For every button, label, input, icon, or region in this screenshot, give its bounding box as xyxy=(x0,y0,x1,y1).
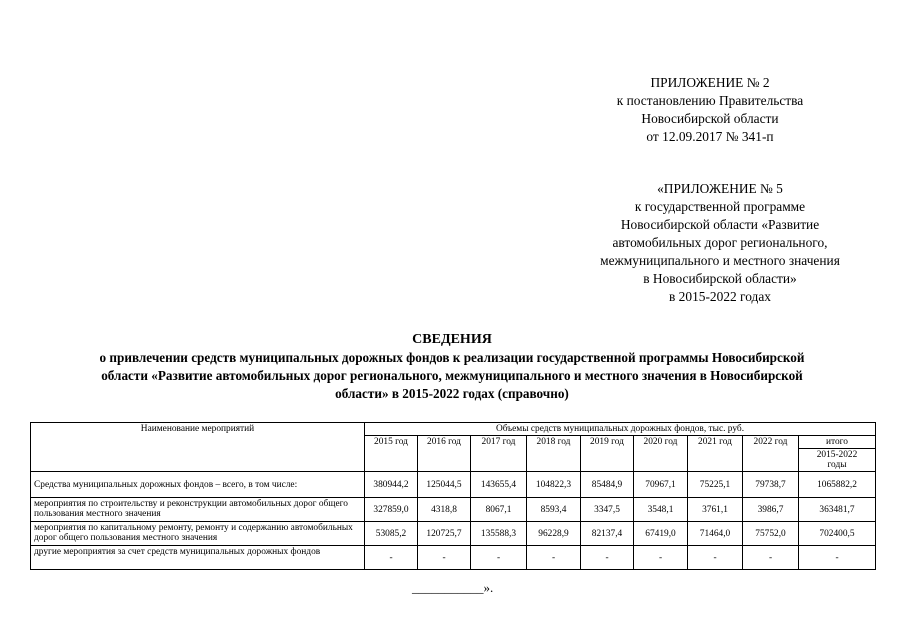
heading-line: области» в 2015-2022 годах (справочно) xyxy=(335,386,569,401)
appendix-2-line: от 12.09.2017 № 341-п xyxy=(646,129,774,144)
cell-value: 82137,4 xyxy=(581,522,634,546)
closing-mark: ___________». xyxy=(412,580,494,595)
col-name-header: Наименование мероприятий xyxy=(31,423,365,472)
year-header: 2015 год xyxy=(365,436,418,472)
cell-value: 702400,5 xyxy=(799,522,876,546)
appendix-5-line: к государственной программе xyxy=(634,199,806,214)
cell-value: - xyxy=(365,546,418,570)
appendix-2-line: ПРИЛОЖЕНИЕ № 2 xyxy=(650,75,770,90)
cell-value: 96228,9 xyxy=(527,522,581,546)
cell-value: 327859,0 xyxy=(365,498,418,522)
year-header: 2020 год xyxy=(634,436,688,472)
cell-value: 70967,1 xyxy=(634,472,688,498)
row-name: Средства муниципальных дорожных фондов – всего, в том числе: xyxy=(31,472,365,498)
cell-value: 3347,5 xyxy=(581,498,634,522)
cell-value: - xyxy=(581,546,634,570)
cell-value: - xyxy=(418,546,471,570)
year-header: 2018 год xyxy=(527,436,581,472)
document-title: СВЕДЕНИЯ xyxy=(412,332,492,347)
appendix-5-line: в 2015-2022 годах xyxy=(669,289,771,304)
cell-value: 135588,3 xyxy=(471,522,527,546)
cell-value: 104822,3 xyxy=(527,472,581,498)
table-row xyxy=(31,522,876,546)
year-header: 2019 год xyxy=(581,436,634,472)
cell-value: - xyxy=(527,546,581,570)
cell-value: 67419,0 xyxy=(634,522,688,546)
funds-table xyxy=(30,422,876,570)
appendix-2-line: Новосибирской области xyxy=(641,111,779,126)
appendix-2-line: к постановлению Правительства xyxy=(616,93,804,108)
total-header-line: 2015-2022 xyxy=(816,450,858,460)
appendix-5-line: Новосибирской области «Развитие xyxy=(620,217,820,232)
cell-value: 53085,2 xyxy=(365,522,418,546)
appendix-5-line: в Новосибирской области» xyxy=(643,271,797,286)
appendix-5-line: «ПРИЛОЖЕНИЕ № 5 xyxy=(657,181,783,196)
appendix-5-header xyxy=(555,180,885,306)
cell-value: 71464,0 xyxy=(688,522,743,546)
cell-value: 4318,8 xyxy=(418,498,471,522)
table-row xyxy=(31,546,876,570)
cell-value: 380944,2 xyxy=(365,472,418,498)
row-name: мероприятия по строительству и реконструкции автомобильных дорог общего пользования местного значения xyxy=(31,498,365,522)
cell-value: 3761,1 xyxy=(688,498,743,522)
cell-value: 125044,5 xyxy=(418,472,471,498)
cell-value: 8593,4 xyxy=(527,498,581,522)
heading-line: о привлечении средств муниципальных дорожных фондов к реализации государственной программы Новосибирской xyxy=(99,350,805,365)
year-header: 2021 год xyxy=(688,436,743,472)
appendix-2-header xyxy=(560,74,860,146)
cell-value: - xyxy=(688,546,743,570)
document-heading xyxy=(18,331,886,403)
total-header-years xyxy=(799,449,876,472)
total-header: итого xyxy=(799,436,876,449)
cell-value: - xyxy=(799,546,876,570)
cell-value: 3986,7 xyxy=(743,498,799,522)
cell-value: 3548,1 xyxy=(634,498,688,522)
table-row xyxy=(31,472,876,498)
cell-value: 75225,1 xyxy=(688,472,743,498)
cell-value: 75752,0 xyxy=(743,522,799,546)
total-header-line: годы xyxy=(827,460,847,470)
appendix-5-line: автомобильных дорог регионального, xyxy=(612,235,828,250)
table-row xyxy=(31,498,876,522)
cell-value: 363481,7 xyxy=(799,498,876,522)
row-name: мероприятия по капитальному ремонту, ремонту и содержанию автомобильных дорог общего пользования местного значения xyxy=(31,522,365,546)
cell-value: - xyxy=(743,546,799,570)
cell-value: 120725,7 xyxy=(418,522,471,546)
cell-value: 1065882,2 xyxy=(799,472,876,498)
cell-value: - xyxy=(634,546,688,570)
year-header: 2017 год xyxy=(471,436,527,472)
group-header: Объемы средств муниципальных дорожных фондов, тыс. руб. xyxy=(365,423,876,436)
row-name: другие мероприятия за счет средств муниципальных дорожных фондов xyxy=(31,546,365,570)
heading-line: области «Развитие автомобильных дорог регионального, межмуниципального и местного значения в Новосибирской xyxy=(101,368,803,383)
cell-value: 79738,7 xyxy=(743,472,799,498)
year-header: 2022 год xyxy=(743,436,799,472)
cell-value: 8067,1 xyxy=(471,498,527,522)
cell-value: 85484,9 xyxy=(581,472,634,498)
appendix-5-line: межмуниципального и местного значения xyxy=(600,253,840,268)
cell-value: 143655,4 xyxy=(471,472,527,498)
cell-value: - xyxy=(471,546,527,570)
year-header: 2016 год xyxy=(418,436,471,472)
